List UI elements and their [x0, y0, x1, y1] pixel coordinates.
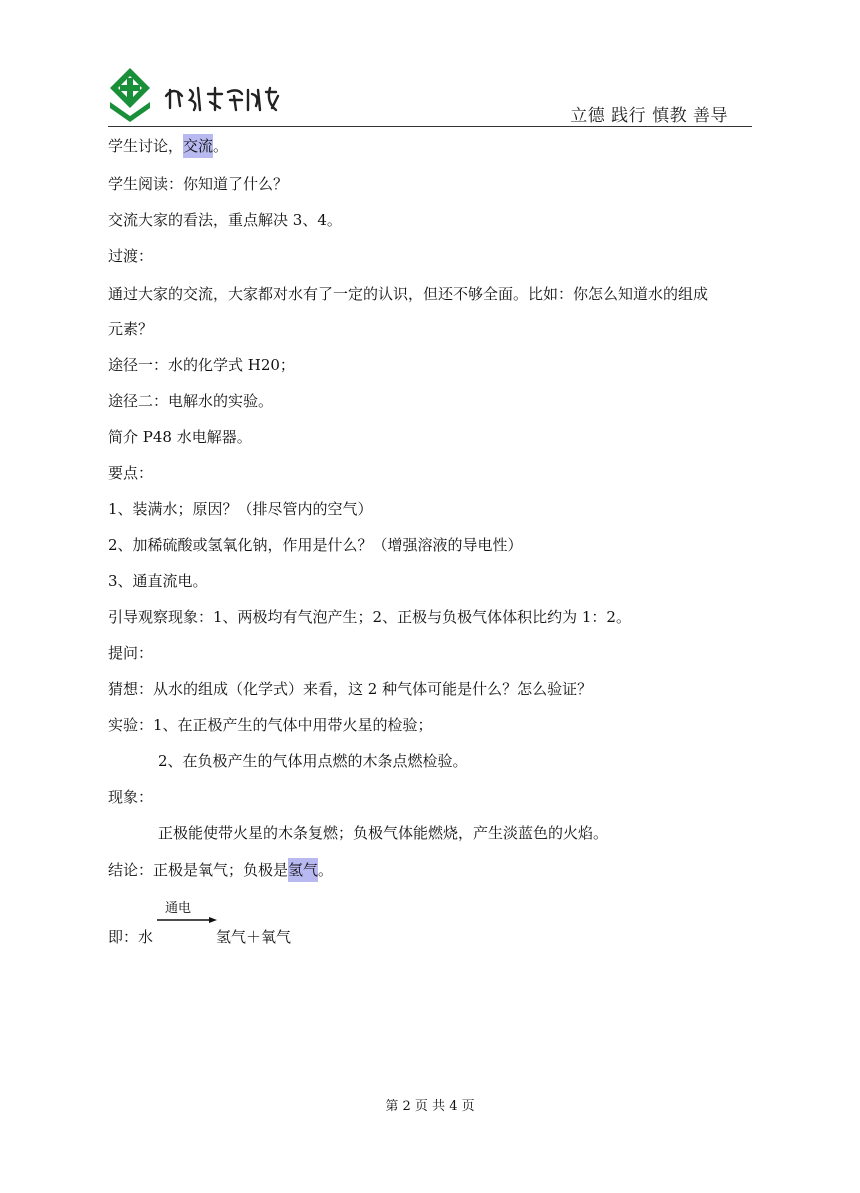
text-line-9: 简介 P48 水电解器。	[108, 428, 252, 446]
text-line-13: 3、通直流电。	[108, 572, 208, 590]
text-line-1: 学生讨论，交流。	[108, 135, 228, 157]
text-line-17: 实验：1、在正极产生的气体中用带火星的检验；	[108, 716, 433, 734]
page-footer: 第 2 页 共 4 页	[385, 1099, 475, 1114]
text-line-21: 结论：正极是氧气；负极是氢气。	[108, 859, 333, 881]
text-line-20: 正极能使带火星的木条复燃；负极气体能燃烧，产生淡蓝色的火焰。	[158, 824, 609, 842]
highlight-hydrogen: 氢气	[288, 858, 318, 882]
highlight-exchange: 交流	[183, 134, 213, 158]
header-divider	[108, 126, 752, 127]
text-line-18: 2、在负极产生的气体用点燃的木条点燃检验。	[158, 752, 468, 770]
text-line-12: 2、加稀硫酸或氢氧化钠，作用是什么？（增强溶液的导电性）	[108, 536, 523, 554]
text-line-11: 1、装满水；原因？（排尽管内的空气）	[108, 500, 373, 518]
school-logo	[108, 66, 284, 122]
text-line-15: 提问：	[108, 644, 154, 662]
text-line-5: 通过大家的交流，大家都对水有了一定的认识，但还不够全面。比如：你怎么知道水的组成	[108, 285, 709, 303]
text-line-10: 要点：	[108, 464, 154, 482]
text-line-3: 交流大家的看法，重点解决 3、4。	[108, 211, 342, 229]
text-line-4: 过渡：	[108, 247, 154, 265]
text-line-8: 途径二：电解水的实验。	[108, 392, 274, 410]
equation-reactant: 即：水	[108, 928, 154, 946]
page-header	[108, 66, 752, 128]
equation-products: 氢气＋氧气	[216, 928, 292, 946]
text-line-16: 猜想：从水的组成（化学式）来看，这 2 种气体可能是什么？怎么验证？	[108, 680, 593, 698]
text-line-6: 元素？	[108, 320, 154, 338]
reaction-arrow-icon	[157, 916, 217, 924]
school-motto: 立德 践行 慎教 善导	[570, 106, 728, 126]
equation-condition: 通电	[165, 901, 192, 916]
text-line-2: 学生阅读：你知道了什么？	[108, 175, 289, 193]
text-line-19: 现象：	[108, 788, 154, 806]
text-line-7: 途径一：水的化学式 H20；	[108, 356, 295, 374]
text-line-14: 引导观察现象：1、两极均有气泡产生；2、正极与负极气体体积比约为 1：2。	[108, 608, 631, 626]
